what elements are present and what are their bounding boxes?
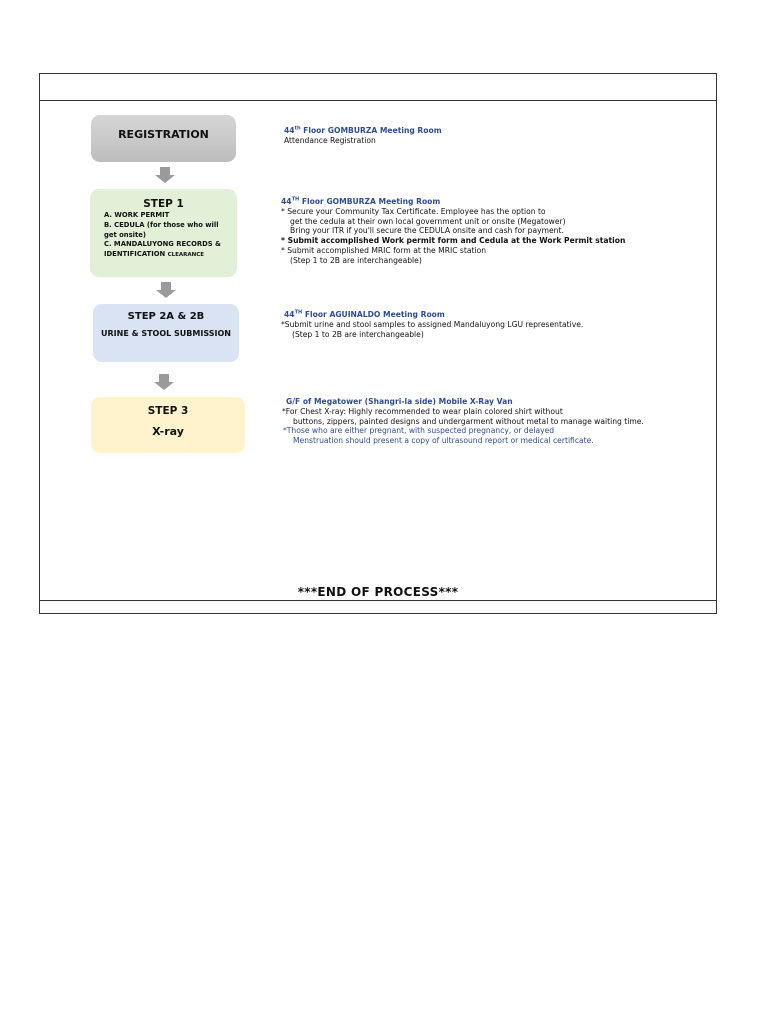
step1-item-c: C. MANDALUYONG RECORDS & IDENTIFICATION CLEARANCE [104,240,221,259]
step1-line: * Submit accomplished MRIC form at the MRIC station [281,245,487,255]
arrow-down-icon [155,167,175,183]
registration-label: REGISTRATION [118,128,209,141]
step3-line: *For Chest X-ray: Highly recommended to wear plain colored shirt without [282,406,563,416]
step2-box [93,304,239,362]
step2-line: *Submit urine and stool samples to assigned Mandaluyong LGU representative. [281,319,584,329]
step1-line: Bring your ITR if you'll secure the CEDULA onsite and cash for payment. [290,226,564,236]
step1-line: get the cedula at their own local government unit or onsite (Megatower) [290,216,566,226]
registration-info [284,126,442,146]
step1-line: * Secure your Community Tax Certificate. Employee has the option to [281,206,546,216]
step2-location: 44TH Floor AGUINALDO Meeting Room [284,309,445,319]
step1-location: 44TH Floor GOMBURZA Meeting Room [281,196,441,206]
process-frame [39,73,717,614]
step1-box [90,189,237,277]
step3-line: Menstruation should present a copy of ultrasound report or medical certificate. [293,436,594,446]
step1-list [104,211,232,261]
step3-title: STEP 3 [147,405,189,417]
step2-title: STEP 2A & 2B [127,311,205,322]
step3-location: G/F of Megatower (Shangri-la side) Mobile X-Ray Van [286,397,513,406]
step1-item-b: B. CEDULA (for those who will get onsite) [104,220,219,239]
registration-location: 44th Floor GOMBURZA Meeting Room [284,125,442,135]
registration-desc: Attendance Registration [284,135,376,145]
step2-subtitle: URINE & STOOL SUBMISSION [101,329,231,338]
step3-subtitle: X-ray [152,425,184,438]
step3-line: buttons, zippers, painted designs and undergarment without metal to manage waiting time. [293,416,644,426]
registration-box [91,115,236,162]
arrow-down-icon [156,282,176,298]
step2-info [281,310,583,339]
step1-info [281,197,625,266]
step3-info [282,397,644,446]
step3-line: *Those who are either pregnant, with suspected pregnancy, or delayed [283,426,555,436]
end-of-process: ***END OF PROCESS*** [297,585,459,599]
arrow-down-icon [154,374,174,390]
step1-item-a: A. WORK PERMIT [104,211,170,219]
header-divider [40,100,716,101]
step3-box [91,397,245,453]
step2-line: (Step 1 to 2B are interchangeable) [292,329,424,339]
footer-divider [40,600,716,601]
step1-line: * Submit accomplished Work permit form and Cedula at the Work Permit station [281,236,626,246]
step1-line: (Step 1 to 2B are interchangeable) [290,255,422,265]
step1-title: STEP 1 [143,198,184,210]
